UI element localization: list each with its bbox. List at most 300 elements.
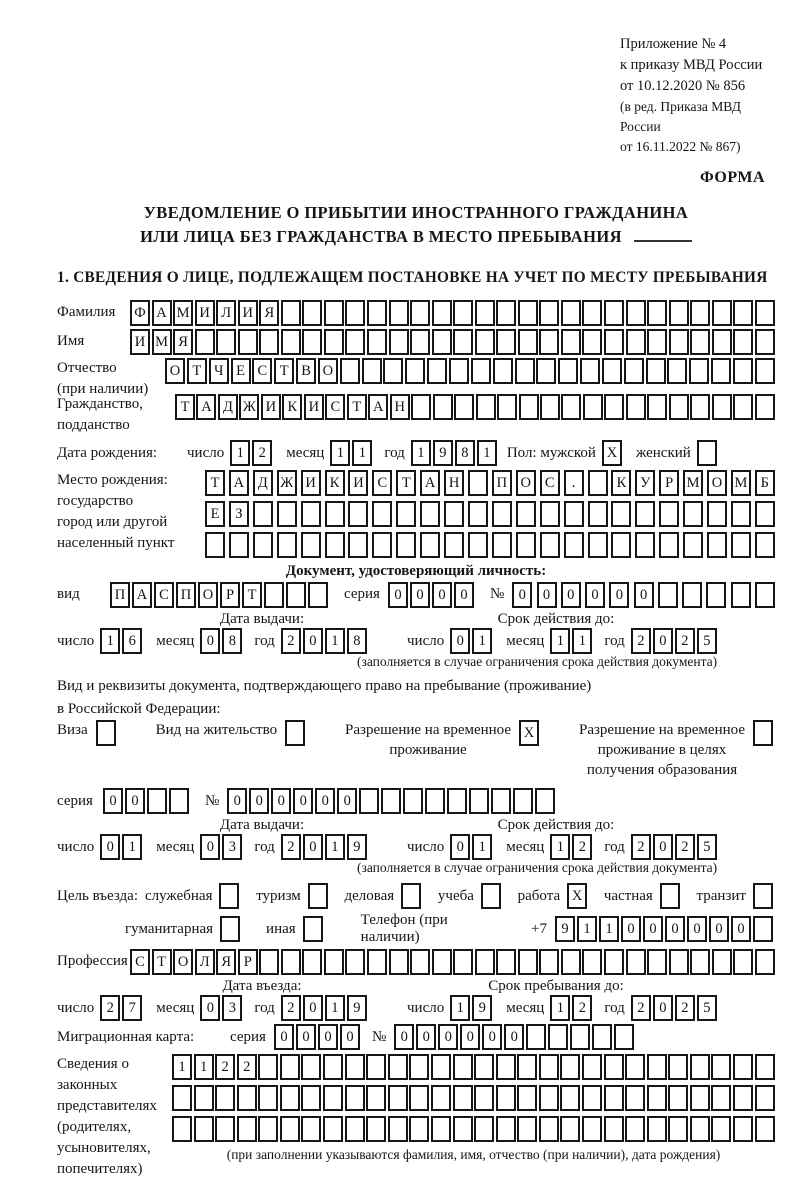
char-box[interactable]: 0 <box>454 582 474 608</box>
char-box[interactable] <box>433 394 453 420</box>
char-box[interactable] <box>323 1054 343 1080</box>
char-box[interactable]: 0 <box>537 582 557 608</box>
char-box[interactable]: М <box>152 329 172 355</box>
char-box[interactable] <box>592 1024 612 1050</box>
char-box[interactable]: 2 <box>572 995 592 1021</box>
char-box[interactable] <box>389 329 409 355</box>
char-box[interactable]: 9 <box>347 834 367 860</box>
char-box[interactable] <box>219 883 239 909</box>
char-box[interactable] <box>258 1085 278 1111</box>
char-box[interactable] <box>496 949 516 975</box>
char-box[interactable] <box>588 470 608 496</box>
char-box[interactable] <box>626 329 646 355</box>
char-box[interactable]: С <box>372 470 392 496</box>
char-box[interactable] <box>604 1116 624 1142</box>
char-box[interactable] <box>690 1116 710 1142</box>
char-box[interactable] <box>324 949 344 975</box>
char-box[interactable]: А <box>152 300 172 326</box>
char-box[interactable] <box>712 394 732 420</box>
char-box[interactable] <box>755 1116 775 1142</box>
char-box[interactable] <box>492 532 512 558</box>
char-box[interactable]: 1 <box>330 440 350 466</box>
char-box[interactable] <box>582 1054 602 1080</box>
char-box[interactable] <box>755 329 775 355</box>
char-box[interactable]: 0 <box>125 788 145 814</box>
char-box[interactable] <box>711 1116 731 1142</box>
char-box[interactable] <box>518 949 538 975</box>
char-box[interactable]: 0 <box>653 628 673 654</box>
char-box[interactable]: 9 <box>433 440 453 466</box>
char-box[interactable]: М <box>731 470 751 496</box>
char-box[interactable] <box>474 1054 494 1080</box>
char-box[interactable]: И <box>261 394 281 420</box>
char-box[interactable]: 1 <box>122 834 142 860</box>
char-box[interactable] <box>582 329 602 355</box>
char-box[interactable]: 0 <box>337 788 357 814</box>
char-box[interactable] <box>359 788 379 814</box>
char-box[interactable]: 5 <box>697 995 717 1021</box>
char-box[interactable] <box>453 300 473 326</box>
char-box[interactable] <box>345 300 365 326</box>
char-box[interactable] <box>580 358 600 384</box>
char-box[interactable]: 0 <box>634 582 654 608</box>
char-box[interactable] <box>683 501 703 527</box>
char-box[interactable] <box>496 300 516 326</box>
char-box[interactable] <box>582 1085 602 1111</box>
char-box[interactable]: Е <box>205 501 225 527</box>
char-box[interactable]: С <box>325 394 345 420</box>
char-box[interactable] <box>238 329 258 355</box>
char-box[interactable]: 0 <box>512 582 532 608</box>
char-box[interactable]: 1 <box>477 440 497 466</box>
char-box[interactable]: 3 <box>222 834 242 860</box>
char-box[interactable]: 0 <box>388 582 408 608</box>
char-box[interactable]: С <box>540 470 560 496</box>
char-box[interactable] <box>625 1116 645 1142</box>
char-box[interactable] <box>733 358 753 384</box>
char-box[interactable]: 0 <box>450 834 470 860</box>
char-box[interactable] <box>497 394 517 420</box>
char-box[interactable]: 0 <box>450 628 470 654</box>
char-box[interactable]: 0 <box>416 1024 436 1050</box>
char-box[interactable] <box>425 788 445 814</box>
char-box[interactable]: 1 <box>472 834 492 860</box>
char-box[interactable] <box>669 394 689 420</box>
char-box[interactable] <box>733 329 753 355</box>
char-box[interactable] <box>624 358 644 384</box>
char-box[interactable]: 2 <box>675 628 695 654</box>
char-box[interactable] <box>755 582 775 608</box>
char-box[interactable] <box>215 1085 235 1111</box>
char-box[interactable] <box>409 1054 429 1080</box>
char-box[interactable]: 0 <box>504 1024 524 1050</box>
char-box[interactable]: 8 <box>455 440 475 466</box>
char-box[interactable] <box>626 300 646 326</box>
char-box[interactable] <box>308 582 328 608</box>
char-box[interactable]: 0 <box>303 628 323 654</box>
char-box[interactable] <box>689 358 709 384</box>
char-box[interactable] <box>561 300 581 326</box>
char-box[interactable] <box>690 394 710 420</box>
char-box[interactable] <box>496 1085 516 1111</box>
char-box[interactable]: 9 <box>555 916 575 942</box>
char-box[interactable] <box>561 394 581 420</box>
char-box[interactable] <box>668 1054 688 1080</box>
char-box[interactable] <box>453 1085 473 1111</box>
char-box[interactable] <box>564 501 584 527</box>
char-box[interactable]: И <box>304 394 324 420</box>
char-box[interactable] <box>325 501 345 527</box>
char-box[interactable] <box>733 300 753 326</box>
char-box[interactable] <box>427 358 447 384</box>
char-box[interactable] <box>264 582 284 608</box>
char-box[interactable] <box>660 883 680 909</box>
char-box[interactable]: О <box>707 470 727 496</box>
char-box[interactable] <box>367 300 387 326</box>
char-box[interactable]: 1 <box>230 440 250 466</box>
char-box[interactable]: М <box>173 300 193 326</box>
char-box[interactable] <box>496 1116 516 1142</box>
char-box[interactable]: С <box>130 949 150 975</box>
char-box[interactable]: И <box>301 470 321 496</box>
char-box[interactable] <box>388 1085 408 1111</box>
char-box[interactable]: Я <box>173 329 193 355</box>
char-box[interactable] <box>561 329 581 355</box>
char-box[interactable]: Т <box>274 358 294 384</box>
char-box[interactable]: 0 <box>609 582 629 608</box>
char-box[interactable] <box>468 470 488 496</box>
char-box[interactable]: В <box>296 358 316 384</box>
char-box[interactable] <box>526 1024 546 1050</box>
char-box[interactable] <box>755 949 775 975</box>
char-box[interactable] <box>690 1085 710 1111</box>
char-box[interactable] <box>535 788 555 814</box>
char-box[interactable] <box>469 788 489 814</box>
char-box[interactable] <box>258 1116 278 1142</box>
char-box[interactable] <box>731 582 751 608</box>
char-box[interactable] <box>539 949 559 975</box>
char-box[interactable]: А <box>196 394 216 420</box>
char-box[interactable] <box>194 1116 214 1142</box>
char-box[interactable] <box>611 532 631 558</box>
char-box[interactable] <box>345 329 365 355</box>
char-box[interactable]: Р <box>220 582 240 608</box>
char-box[interactable] <box>583 394 603 420</box>
char-box[interactable] <box>205 532 225 558</box>
char-box[interactable] <box>669 329 689 355</box>
char-box[interactable] <box>411 394 431 420</box>
char-box[interactable]: Ж <box>277 470 297 496</box>
char-box[interactable] <box>453 1116 473 1142</box>
char-box[interactable] <box>658 582 678 608</box>
char-box[interactable] <box>560 1116 580 1142</box>
char-box[interactable] <box>707 501 727 527</box>
char-box[interactable]: 0 <box>315 788 335 814</box>
char-box[interactable] <box>468 501 488 527</box>
char-box[interactable] <box>237 1085 257 1111</box>
char-box[interactable] <box>366 1054 386 1080</box>
char-box[interactable] <box>697 440 717 466</box>
char-box[interactable] <box>172 1116 192 1142</box>
char-box[interactable] <box>286 582 306 608</box>
char-box[interactable] <box>367 329 387 355</box>
char-box[interactable]: 1 <box>411 440 431 466</box>
char-box[interactable]: А <box>132 582 152 608</box>
char-box[interactable] <box>444 501 464 527</box>
char-box[interactable] <box>570 1024 590 1050</box>
char-box[interactable] <box>372 501 392 527</box>
char-box[interactable]: О <box>318 358 338 384</box>
char-box[interactable]: 1 <box>325 834 345 860</box>
char-box[interactable] <box>277 501 297 527</box>
char-box[interactable] <box>517 1085 537 1111</box>
char-box[interactable]: 1 <box>550 834 570 860</box>
char-box[interactable] <box>432 329 452 355</box>
char-box[interactable] <box>449 358 469 384</box>
char-box[interactable]: С <box>252 358 272 384</box>
char-box[interactable] <box>755 358 775 384</box>
char-box[interactable] <box>481 883 501 909</box>
char-box[interactable]: 0 <box>394 1024 414 1050</box>
char-box[interactable] <box>611 501 631 527</box>
char-box[interactable] <box>366 1085 386 1111</box>
char-box[interactable]: Н <box>444 470 464 496</box>
char-box[interactable] <box>604 1054 624 1080</box>
char-box[interactable]: 0 <box>482 1024 502 1050</box>
char-box[interactable]: 0 <box>653 834 673 860</box>
char-box[interactable]: 7 <box>122 995 142 1021</box>
char-box[interactable] <box>345 1085 365 1111</box>
char-box[interactable] <box>96 720 116 746</box>
char-box[interactable]: 0 <box>200 628 220 654</box>
char-box[interactable] <box>540 501 560 527</box>
char-box[interactable] <box>301 1054 321 1080</box>
char-box[interactable] <box>496 329 516 355</box>
char-box[interactable]: 2 <box>675 995 695 1021</box>
char-box[interactable] <box>733 1116 753 1142</box>
char-box[interactable] <box>635 501 655 527</box>
char-box[interactable] <box>172 1085 192 1111</box>
char-box[interactable] <box>389 300 409 326</box>
char-box[interactable]: П <box>110 582 130 608</box>
char-box[interactable] <box>410 300 430 326</box>
char-box[interactable] <box>410 949 430 975</box>
char-box[interactable] <box>731 532 751 558</box>
char-box[interactable] <box>285 720 305 746</box>
char-box[interactable] <box>383 358 403 384</box>
char-box[interactable] <box>301 501 321 527</box>
char-box[interactable] <box>420 532 440 558</box>
char-box[interactable] <box>647 329 667 355</box>
char-box[interactable] <box>348 532 368 558</box>
char-box[interactable]: Т <box>205 470 225 496</box>
char-box[interactable]: Р <box>238 949 258 975</box>
char-box[interactable]: X <box>567 883 587 909</box>
char-box[interactable] <box>367 949 387 975</box>
char-box[interactable] <box>647 1054 667 1080</box>
char-box[interactable] <box>237 1116 257 1142</box>
char-box[interactable] <box>614 1024 634 1050</box>
char-box[interactable]: Р <box>659 470 679 496</box>
char-box[interactable]: 0 <box>103 788 123 814</box>
char-box[interactable] <box>711 1085 731 1111</box>
char-box[interactable]: 0 <box>709 916 729 942</box>
char-box[interactable]: 0 <box>687 916 707 942</box>
char-box[interactable]: Т <box>175 394 195 420</box>
char-box[interactable] <box>582 949 602 975</box>
char-box[interactable] <box>604 329 624 355</box>
char-box[interactable]: М <box>683 470 703 496</box>
char-box[interactable]: 3 <box>222 995 242 1021</box>
char-box[interactable] <box>396 532 416 558</box>
char-box[interactable] <box>147 788 167 814</box>
char-box[interactable] <box>401 883 421 909</box>
char-box[interactable] <box>396 501 416 527</box>
char-box[interactable]: А <box>420 470 440 496</box>
char-box[interactable]: 0 <box>410 582 430 608</box>
char-box[interactable] <box>258 1054 278 1080</box>
char-box[interactable]: 1 <box>550 628 570 654</box>
char-box[interactable]: 2 <box>572 834 592 860</box>
char-box[interactable]: 8 <box>347 628 367 654</box>
char-box[interactable]: К <box>282 394 302 420</box>
char-box[interactable] <box>667 358 687 384</box>
char-box[interactable]: 0 <box>100 834 120 860</box>
char-box[interactable]: И <box>348 470 368 496</box>
char-box[interactable] <box>277 532 297 558</box>
char-box[interactable] <box>215 1116 235 1142</box>
char-box[interactable]: 0 <box>271 788 291 814</box>
char-box[interactable] <box>281 300 301 326</box>
char-box[interactable] <box>539 1054 559 1080</box>
char-box[interactable] <box>515 358 535 384</box>
char-box[interactable] <box>195 329 215 355</box>
char-box[interactable] <box>325 532 345 558</box>
char-box[interactable] <box>707 532 727 558</box>
char-box[interactable] <box>560 1054 580 1080</box>
char-box[interactable]: 0 <box>621 916 641 942</box>
char-box[interactable]: 0 <box>296 1024 316 1050</box>
char-box[interactable] <box>753 720 773 746</box>
char-box[interactable]: 0 <box>653 995 673 1021</box>
char-box[interactable] <box>194 1085 214 1111</box>
char-box[interactable]: Т <box>347 394 367 420</box>
char-box[interactable] <box>753 883 773 909</box>
char-box[interactable]: 5 <box>697 834 717 860</box>
char-box[interactable] <box>690 1054 710 1080</box>
char-box[interactable]: 2 <box>631 628 651 654</box>
char-box[interactable] <box>447 788 467 814</box>
char-box[interactable] <box>755 1054 775 1080</box>
char-box[interactable] <box>409 1116 429 1142</box>
char-box[interactable] <box>220 916 240 942</box>
char-box[interactable] <box>474 1116 494 1142</box>
char-box[interactable] <box>635 532 655 558</box>
char-box[interactable]: О <box>198 582 218 608</box>
char-box[interactable]: 0 <box>303 834 323 860</box>
char-box[interactable]: 0 <box>274 1024 294 1050</box>
char-box[interactable] <box>536 358 556 384</box>
char-box[interactable] <box>604 300 624 326</box>
char-box[interactable] <box>539 300 559 326</box>
char-box[interactable]: Д <box>218 394 238 420</box>
char-box[interactable] <box>626 394 646 420</box>
char-box[interactable]: 0 <box>643 916 663 942</box>
char-box[interactable] <box>253 501 273 527</box>
char-box[interactable] <box>474 1085 494 1111</box>
char-box[interactable] <box>540 532 560 558</box>
char-box[interactable]: 0 <box>731 916 751 942</box>
char-box[interactable] <box>388 1054 408 1080</box>
char-box[interactable]: . <box>564 470 584 496</box>
char-box[interactable] <box>588 532 608 558</box>
char-box[interactable]: 9 <box>472 995 492 1021</box>
char-box[interactable] <box>475 329 495 355</box>
char-box[interactable]: 0 <box>200 995 220 1021</box>
char-box[interactable] <box>682 582 702 608</box>
char-box[interactable] <box>431 1054 451 1080</box>
char-box[interactable] <box>475 949 495 975</box>
char-box[interactable]: 1 <box>577 916 597 942</box>
char-box[interactable]: 0 <box>665 916 685 942</box>
char-box[interactable]: Е <box>231 358 251 384</box>
char-box[interactable] <box>539 1116 559 1142</box>
char-box[interactable] <box>731 501 751 527</box>
char-box[interactable] <box>308 883 328 909</box>
char-box[interactable]: 2 <box>281 628 301 654</box>
char-box[interactable] <box>303 916 323 942</box>
char-box[interactable]: 0 <box>561 582 581 608</box>
char-box[interactable] <box>755 532 775 558</box>
char-box[interactable]: И <box>130 329 150 355</box>
char-box[interactable] <box>301 1085 321 1111</box>
char-box[interactable]: Я <box>259 300 279 326</box>
char-box[interactable]: 1 <box>172 1054 192 1080</box>
char-box[interactable] <box>733 394 753 420</box>
char-box[interactable] <box>229 532 249 558</box>
char-box[interactable] <box>444 532 464 558</box>
char-box[interactable]: 0 <box>293 788 313 814</box>
char-box[interactable]: О <box>173 949 193 975</box>
char-box[interactable] <box>602 358 622 384</box>
char-box[interactable]: 0 <box>249 788 269 814</box>
char-box[interactable]: 0 <box>585 582 605 608</box>
char-box[interactable]: К <box>611 470 631 496</box>
char-box[interactable] <box>324 329 344 355</box>
char-box[interactable]: П <box>492 470 512 496</box>
char-box[interactable] <box>518 300 538 326</box>
char-box[interactable] <box>281 329 301 355</box>
char-box[interactable]: 6 <box>122 628 142 654</box>
char-box[interactable] <box>539 329 559 355</box>
char-box[interactable]: А <box>368 394 388 420</box>
char-box[interactable] <box>409 1085 429 1111</box>
char-box[interactable] <box>453 329 473 355</box>
char-box[interactable] <box>302 300 322 326</box>
char-box[interactable] <box>626 949 646 975</box>
char-box[interactable] <box>755 501 775 527</box>
char-box[interactable] <box>323 1085 343 1111</box>
char-box[interactable]: Н <box>390 394 410 420</box>
char-box[interactable]: 1 <box>100 628 120 654</box>
char-box[interactable]: О <box>165 358 185 384</box>
char-box[interactable]: 0 <box>318 1024 338 1050</box>
char-box[interactable] <box>403 788 423 814</box>
char-box[interactable]: Л <box>216 300 236 326</box>
char-box[interactable] <box>388 1116 408 1142</box>
char-box[interactable] <box>302 329 322 355</box>
char-box[interactable]: 1 <box>572 628 592 654</box>
